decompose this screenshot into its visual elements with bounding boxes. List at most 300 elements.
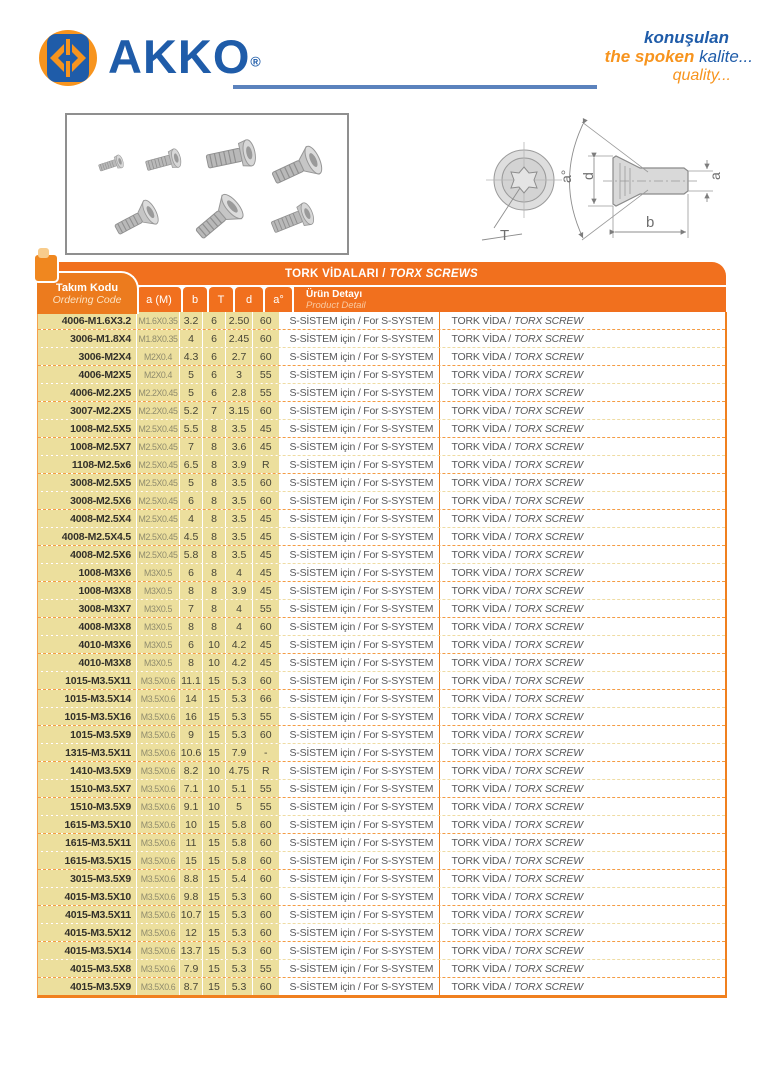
cell-product-detail: TORK VİDA / TORX SCREW: [440, 456, 726, 473]
cell-a-deg: 60: [253, 888, 280, 905]
cell-a-m: M2X0.4: [137, 366, 180, 383]
cell-a-deg: 45: [253, 546, 280, 563]
cell-ordering-code: 1015-M3.5X11: [38, 672, 137, 689]
cell-b: 5.8: [180, 546, 203, 563]
cell-t: 10: [203, 780, 226, 797]
table-row: [38, 960, 725, 978]
cell-system-detail: S-SİSTEM için / For S-SYSTEM: [280, 564, 440, 581]
table-row: [38, 564, 725, 582]
cell-system-detail: S-SİSTEM için / For S-SYSTEM: [280, 366, 440, 383]
label-shank-dia: a: [707, 172, 723, 180]
cell-d: 5.1: [226, 780, 253, 797]
cell-t: 15: [203, 708, 226, 725]
cell-d: 5.3: [226, 942, 253, 959]
cell-a-m: M2.5X0.45: [137, 438, 180, 455]
cell-a-m: M2.5X0.45: [137, 456, 180, 473]
cell-b: 13.7: [180, 942, 203, 959]
cell-t: 8: [203, 456, 226, 473]
col-header-d: d: [235, 287, 263, 312]
cell-ordering-code: 3006-M1.8X4: [38, 330, 137, 347]
cell-a-m: M3.5X0.6: [137, 870, 180, 887]
cell-d: 2.8: [226, 384, 253, 401]
cell-b: 4: [180, 330, 203, 347]
cell-ordering-code: 3008-M2.5X5: [38, 474, 137, 491]
cell-ordering-code: 1510-M3.5X9: [38, 798, 137, 815]
table-row: [38, 582, 725, 600]
cell-product-detail: TORK VİDA / TORX SCREW: [440, 510, 726, 527]
cell-ordering-code: 4010-M3X8: [38, 654, 137, 671]
cell-ordering-code: 1315-M3.5X11: [38, 744, 137, 761]
cell-system-detail: S-SİSTEM için / For S-SYSTEM: [280, 834, 440, 851]
table-row: [38, 402, 725, 420]
cell-t: 8: [203, 582, 226, 599]
cell-t: 8: [203, 546, 226, 563]
cell-product-detail: TORK VİDA / TORX SCREW: [440, 834, 726, 851]
table-row: [38, 456, 725, 474]
cell-a-m: M1.8X0.35: [137, 330, 180, 347]
cell-a-m: M2.5X0.45: [137, 420, 180, 437]
cell-system-detail: S-SİSTEM için / For S-SYSTEM: [280, 960, 440, 977]
cell-system-detail: S-SİSTEM için / For S-SYSTEM: [280, 528, 440, 545]
cell-system-detail: S-SİSTEM için / For S-SYSTEM: [280, 546, 440, 563]
cell-a-deg: -: [253, 744, 280, 761]
col-header-detail: Ürün Detayı Product Detail: [294, 287, 726, 312]
cell-a-m: M3.5X0.6: [137, 816, 180, 833]
cell-system-detail: S-SİSTEM için / For S-SYSTEM: [280, 798, 440, 815]
cell-system-detail: S-SİSTEM için / For S-SYSTEM: [280, 690, 440, 707]
header-rule: [233, 85, 597, 89]
cell-a-deg: 45: [253, 582, 280, 599]
cell-a-m: M3X0.5: [137, 600, 180, 617]
cell-a-m: M3.5X0.6: [137, 960, 180, 977]
cell-d: 5.8: [226, 852, 253, 869]
cell-b: 16: [180, 708, 203, 725]
cell-system-detail: S-SİSTEM için / For S-SYSTEM: [280, 600, 440, 617]
cell-ordering-code: 1410-M3.5X9: [38, 762, 137, 779]
cell-system-detail: S-SİSTEM için / For S-SYSTEM: [280, 474, 440, 491]
cell-product-detail: TORK VİDA / TORX SCREW: [440, 960, 726, 977]
cell-a-deg: 55: [253, 960, 280, 977]
col-header-am: a (M): [137, 287, 181, 312]
table-row: [38, 492, 725, 510]
cell-b: 4.5: [180, 528, 203, 545]
cell-a-deg: 45: [253, 636, 280, 653]
cell-b: 9: [180, 726, 203, 743]
cell-a-m: M2.2X0.45: [137, 384, 180, 401]
cell-product-detail: TORK VİDA / TORX SCREW: [440, 528, 726, 545]
bookmark-icon: [33, 253, 59, 283]
table-row: [38, 636, 725, 654]
cell-b: 5: [180, 366, 203, 383]
cell-a-m: M2.2X0.45: [137, 402, 180, 419]
cell-a-m: M3.5X0.6: [137, 744, 180, 761]
cell-ordering-code: 4006-M2.2X5: [38, 384, 137, 401]
brand-name: AKKO: [108, 30, 251, 83]
table-row: [38, 528, 725, 546]
cell-a-deg: 60: [253, 312, 280, 329]
cell-d: 5.8: [226, 816, 253, 833]
cell-d: 3.5: [226, 420, 253, 437]
table-row: [38, 780, 725, 798]
cell-d: 3.5: [226, 528, 253, 545]
cell-system-detail: S-SİSTEM için / For S-SYSTEM: [280, 672, 440, 689]
cell-b: 12: [180, 924, 203, 941]
cell-a-m: M3.5X0.6: [137, 798, 180, 815]
cell-ordering-code: 4010-M3X6: [38, 636, 137, 653]
cell-d: 4: [226, 618, 253, 635]
cell-d: 2.50: [226, 312, 253, 329]
cell-system-detail: S-SİSTEM için / For S-SYSTEM: [280, 924, 440, 941]
cell-t: 15: [203, 870, 226, 887]
cell-product-detail: TORK VİDA / TORX SCREW: [440, 978, 726, 995]
cell-a-m: M2.5X0.45: [137, 510, 180, 527]
cell-d: 5.3: [226, 960, 253, 977]
cell-a-deg: 60: [253, 942, 280, 959]
cell-t: 15: [203, 924, 226, 941]
cell-a-m: M3.5X0.6: [137, 834, 180, 851]
cell-ordering-code: 1015-M3.5X9: [38, 726, 137, 743]
cell-a-deg: 60: [253, 834, 280, 851]
cell-system-detail: S-SİSTEM için / For S-SYSTEM: [280, 330, 440, 347]
cell-a-m: M3.5X0.6: [137, 708, 180, 725]
cell-d: 4.2: [226, 654, 253, 671]
cell-d: 5: [226, 798, 253, 815]
cell-product-detail: TORK VİDA / TORX SCREW: [440, 870, 726, 887]
table-row: [38, 978, 725, 995]
cell-b: 8.8: [180, 870, 203, 887]
cell-t: 8: [203, 618, 226, 635]
cell-b: 9.1: [180, 798, 203, 815]
cell-product-detail: TORK VİDA / TORX SCREW: [440, 600, 726, 617]
cell-a-m: M1.6X0.35: [137, 312, 180, 329]
cell-d: 3.6: [226, 438, 253, 455]
cell-b: 10.6: [180, 744, 203, 761]
cell-b: 10.7: [180, 906, 203, 923]
cell-b: 6: [180, 492, 203, 509]
cell-a-m: M3.5X0.6: [137, 924, 180, 941]
cell-ordering-code: 4015-M3.5X14: [38, 942, 137, 959]
cell-ordering-code: 4015-M3.5X8: [38, 960, 137, 977]
cell-d: 5.3: [226, 888, 253, 905]
cell-product-detail: TORK VİDA / TORX SCREW: [440, 924, 726, 941]
cell-t: 8: [203, 492, 226, 509]
cell-a-deg: 55: [253, 600, 280, 617]
cell-ordering-code: 1615-M3.5X11: [38, 834, 137, 851]
cell-system-detail: S-SİSTEM için / For S-SYSTEM: [280, 708, 440, 725]
col-header-b: b: [183, 287, 207, 312]
cell-system-detail: S-SİSTEM için / For S-SYSTEM: [280, 852, 440, 869]
cell-t: 15: [203, 960, 226, 977]
cell-b: 5: [180, 474, 203, 491]
cell-d: 5.4: [226, 870, 253, 887]
label-angle: a°: [558, 169, 574, 183]
table-row: [38, 942, 725, 960]
cell-product-detail: TORK VİDA / TORX SCREW: [440, 942, 726, 959]
cell-a-m: M3.5X0.6: [137, 906, 180, 923]
table-row: [38, 438, 725, 456]
cell-a-deg: 55: [253, 366, 280, 383]
cell-d: 5.8: [226, 834, 253, 851]
cell-b: 11: [180, 834, 203, 851]
cell-b: 5: [180, 384, 203, 401]
cell-a-deg: 60: [253, 474, 280, 491]
cell-product-detail: TORK VİDA / TORX SCREW: [440, 402, 726, 419]
table-row: [38, 924, 725, 942]
cell-d: 3.15: [226, 402, 253, 419]
cell-t: 15: [203, 942, 226, 959]
cell-ordering-code: 1015-M3.5X16: [38, 708, 137, 725]
akko-logo-icon: [38, 27, 102, 89]
table-title-band: [37, 262, 726, 285]
tagline-line3: quality...: [672, 67, 731, 84]
cell-ordering-code: 4008-M2.5X4.5: [38, 528, 137, 545]
cell-a-m: M3.5X0.6: [137, 690, 180, 707]
cell-t: 15: [203, 978, 226, 995]
cell-t: 8: [203, 420, 226, 437]
table-row: [38, 726, 725, 744]
cell-b: 8.7: [180, 978, 203, 995]
technical-drawing: [470, 108, 763, 260]
cell-product-detail: TORK VİDA / TORX SCREW: [440, 582, 726, 599]
cell-a-deg: 60: [253, 816, 280, 833]
cell-a-deg: R: [253, 456, 280, 473]
cell-system-detail: S-SİSTEM için / For S-SYSTEM: [280, 636, 440, 653]
cell-t: 8: [203, 564, 226, 581]
cell-t: 8: [203, 528, 226, 545]
cell-a-deg: 60: [253, 924, 280, 941]
cell-a-deg: 60: [253, 330, 280, 347]
table-row: [38, 816, 725, 834]
cell-ordering-code: 4015-M3.5X9: [38, 978, 137, 995]
cell-product-detail: TORK VİDA / TORX SCREW: [440, 312, 726, 329]
cell-d: 4: [226, 600, 253, 617]
cell-t: 15: [203, 816, 226, 833]
cell-product-detail: TORK VİDA / TORX SCREW: [440, 564, 726, 581]
cell-t: 15: [203, 834, 226, 851]
table-row: [38, 690, 725, 708]
cell-ordering-code: 4015-M3.5X12: [38, 924, 137, 941]
cell-a-m: M3X0.5: [137, 582, 180, 599]
cell-a-m: M3X0.5: [137, 636, 180, 653]
cell-system-detail: S-SİSTEM için / For S-SYSTEM: [280, 384, 440, 401]
cell-ordering-code: 1615-M3.5X10: [38, 816, 137, 833]
cell-ordering-code: 4006-M1.6X3.2: [38, 312, 137, 329]
cell-a-m: M3.5X0.6: [137, 888, 180, 905]
cell-d: 5.3: [226, 708, 253, 725]
table-row: [38, 420, 725, 438]
cell-a-m: M3.5X0.6: [137, 726, 180, 743]
tagline: [533, 28, 753, 85]
cell-ordering-code: 4008-M2.5X4: [38, 510, 137, 527]
screws-photo-illustration: [67, 115, 345, 251]
cell-ordering-code: 1015-M3.5X14: [38, 690, 137, 707]
cell-system-detail: S-SİSTEM için / For S-SYSTEM: [280, 348, 440, 365]
cell-product-detail: TORK VİDA / TORX SCREW: [440, 726, 726, 743]
table-row: [38, 384, 725, 402]
cell-d: 3.5: [226, 510, 253, 527]
cell-a-deg: 55: [253, 780, 280, 797]
table-row: [38, 366, 725, 384]
cell-a-deg: 45: [253, 654, 280, 671]
cell-a-m: M3X0.5: [137, 618, 180, 635]
cell-product-detail: TORK VİDA / TORX SCREW: [440, 780, 726, 797]
cell-product-detail: TORK VİDA / TORX SCREW: [440, 708, 726, 725]
cell-b: 4.3: [180, 348, 203, 365]
cell-a-m: M2.5X0.45: [137, 528, 180, 545]
table-row: [38, 834, 725, 852]
cell-system-detail: S-SİSTEM için / For S-SYSTEM: [280, 510, 440, 527]
table-row: [38, 330, 725, 348]
cell-ordering-code: 1008-M2.5X5: [38, 420, 137, 437]
cell-t: 6: [203, 366, 226, 383]
cell-system-detail: S-SİSTEM için / For S-SYSTEM: [280, 888, 440, 905]
cell-system-detail: S-SİSTEM için / For S-SYSTEM: [280, 780, 440, 797]
cell-product-detail: TORK VİDA / TORX SCREW: [440, 384, 726, 401]
table-row: [38, 906, 725, 924]
cell-ordering-code: 4008-M3X8: [38, 618, 137, 635]
cell-d: 2.7: [226, 348, 253, 365]
cell-a-deg: 60: [253, 402, 280, 419]
cell-ordering-code: 4006-M2X5: [38, 366, 137, 383]
cell-product-detail: TORK VİDA / TORX SCREW: [440, 672, 726, 689]
cell-b: 15: [180, 852, 203, 869]
cell-d: 5.3: [226, 672, 253, 689]
cell-b: 11.1: [180, 672, 203, 689]
cell-d: 3.5: [226, 474, 253, 491]
cell-product-detail: TORK VİDA / TORX SCREW: [440, 816, 726, 833]
ordering-code-header: Takım Kodu Ordering Code: [37, 271, 139, 314]
cell-d: 3.5: [226, 492, 253, 509]
table-row: [38, 474, 725, 492]
cell-a-m: M3.5X0.6: [137, 762, 180, 779]
cell-d: 7.9: [226, 744, 253, 761]
cell-a-m: M2X0.4: [137, 348, 180, 365]
cell-product-detail: TORK VİDA / TORX SCREW: [440, 690, 726, 707]
table-row: [38, 546, 725, 564]
tagline-line1: konuşulan: [643, 28, 729, 47]
cell-t: 15: [203, 672, 226, 689]
cell-ordering-code: 1108-M2.5x6: [38, 456, 137, 473]
cell-ordering-code: 1510-M3.5X7: [38, 780, 137, 797]
cell-t: 10: [203, 762, 226, 779]
cell-t: 15: [203, 726, 226, 743]
cell-d: 4.75: [226, 762, 253, 779]
cell-a-deg: R: [253, 762, 280, 779]
cell-t: 8: [203, 438, 226, 455]
cell-b: 5.2: [180, 402, 203, 419]
cell-system-detail: S-SİSTEM için / For S-SYSTEM: [280, 402, 440, 419]
cell-system-detail: S-SİSTEM için / For S-SYSTEM: [280, 654, 440, 671]
cell-a-deg: 60: [253, 348, 280, 365]
cell-product-detail: TORK VİDA / TORX SCREW: [440, 636, 726, 653]
cell-ordering-code: 4008-M2.5X6: [38, 546, 137, 563]
cell-b: 9.8: [180, 888, 203, 905]
cell-ordering-code: 1008-M2.5X7: [38, 438, 137, 455]
cell-a-deg: 55: [253, 798, 280, 815]
cell-system-detail: S-SİSTEM için / For S-SYSTEM: [280, 942, 440, 959]
cell-product-detail: TORK VİDA / TORX SCREW: [440, 366, 726, 383]
cell-system-detail: S-SİSTEM için / For S-SYSTEM: [280, 438, 440, 455]
product-photo: [65, 113, 349, 255]
cell-a-m: M3.5X0.6: [137, 978, 180, 995]
cell-b: 6: [180, 636, 203, 653]
tagline-line2: the spoken kalite...: [604, 47, 753, 66]
cell-t: 6: [203, 330, 226, 347]
cell-product-detail: TORK VİDA / TORX SCREW: [440, 618, 726, 635]
cell-a-deg: 60: [253, 852, 280, 869]
cell-a-deg: 60: [253, 618, 280, 635]
cell-b: 8: [180, 618, 203, 635]
cell-system-detail: S-SİSTEM için / For S-SYSTEM: [280, 762, 440, 779]
cell-system-detail: S-SİSTEM için / For S-SYSTEM: [280, 816, 440, 833]
cell-ordering-code: 1615-M3.5X15: [38, 852, 137, 869]
cell-system-detail: S-SİSTEM için / For S-SYSTEM: [280, 744, 440, 761]
cell-b: 7: [180, 438, 203, 455]
cell-system-detail: S-SİSTEM için / For S-SYSTEM: [280, 492, 440, 509]
cell-a-deg: 45: [253, 528, 280, 545]
cell-b: 7: [180, 600, 203, 617]
cell-product-detail: TORK VİDA / TORX SCREW: [440, 798, 726, 815]
cell-d: 3: [226, 366, 253, 383]
cell-a-deg: 55: [253, 384, 280, 401]
cell-a-deg: 45: [253, 564, 280, 581]
table-row: [38, 510, 725, 528]
cell-ordering-code: 4015-M3.5X10: [38, 888, 137, 905]
cell-a-deg: 45: [253, 510, 280, 527]
table-row: [38, 312, 725, 330]
cell-system-detail: S-SİSTEM için / For S-SYSTEM: [280, 726, 440, 743]
cell-a-m: M2.5X0.45: [137, 492, 180, 509]
table-row: [38, 798, 725, 816]
cell-b: 10: [180, 816, 203, 833]
cell-t: 15: [203, 852, 226, 869]
column-headers: [137, 287, 726, 312]
cell-b: 5.5: [180, 420, 203, 437]
table-row: [38, 672, 725, 690]
registered-mark: ®: [250, 53, 261, 70]
col-header-t: T: [209, 287, 233, 312]
cell-t: 6: [203, 384, 226, 401]
cell-product-detail: TORK VİDA / TORX SCREW: [440, 474, 726, 491]
table-row: [38, 762, 725, 780]
cell-d: 4: [226, 564, 253, 581]
cell-b: 6: [180, 564, 203, 581]
torx-screw-diagram: [470, 108, 763, 260]
cell-t: 15: [203, 744, 226, 761]
cell-d: 5.3: [226, 978, 253, 995]
cell-b: 14: [180, 690, 203, 707]
cell-a-deg: 45: [253, 420, 280, 437]
cell-b: 8.2: [180, 762, 203, 779]
cell-system-detail: S-SİSTEM için / For S-SYSTEM: [280, 978, 440, 995]
cell-t: 10: [203, 654, 226, 671]
cell-b: 3.2: [180, 312, 203, 329]
label-head-dia: d: [580, 172, 596, 180]
cell-a-deg: 55: [253, 708, 280, 725]
cell-product-detail: TORK VİDA / TORX SCREW: [440, 348, 726, 365]
cell-system-detail: S-SİSTEM için / For S-SYSTEM: [280, 456, 440, 473]
col-header-a: a°: [265, 287, 292, 312]
cell-d: 5.3: [226, 924, 253, 941]
cell-product-detail: TORK VİDA / TORX SCREW: [440, 888, 726, 905]
label-torx: T: [500, 227, 510, 244]
table-row: [38, 600, 725, 618]
cell-system-detail: S-SİSTEM için / For S-SYSTEM: [280, 312, 440, 329]
cell-product-detail: TORK VİDA / TORX SCREW: [440, 906, 726, 923]
table-row: [38, 852, 725, 870]
cell-a-deg: 60: [253, 978, 280, 995]
cell-a-deg: 60: [253, 726, 280, 743]
